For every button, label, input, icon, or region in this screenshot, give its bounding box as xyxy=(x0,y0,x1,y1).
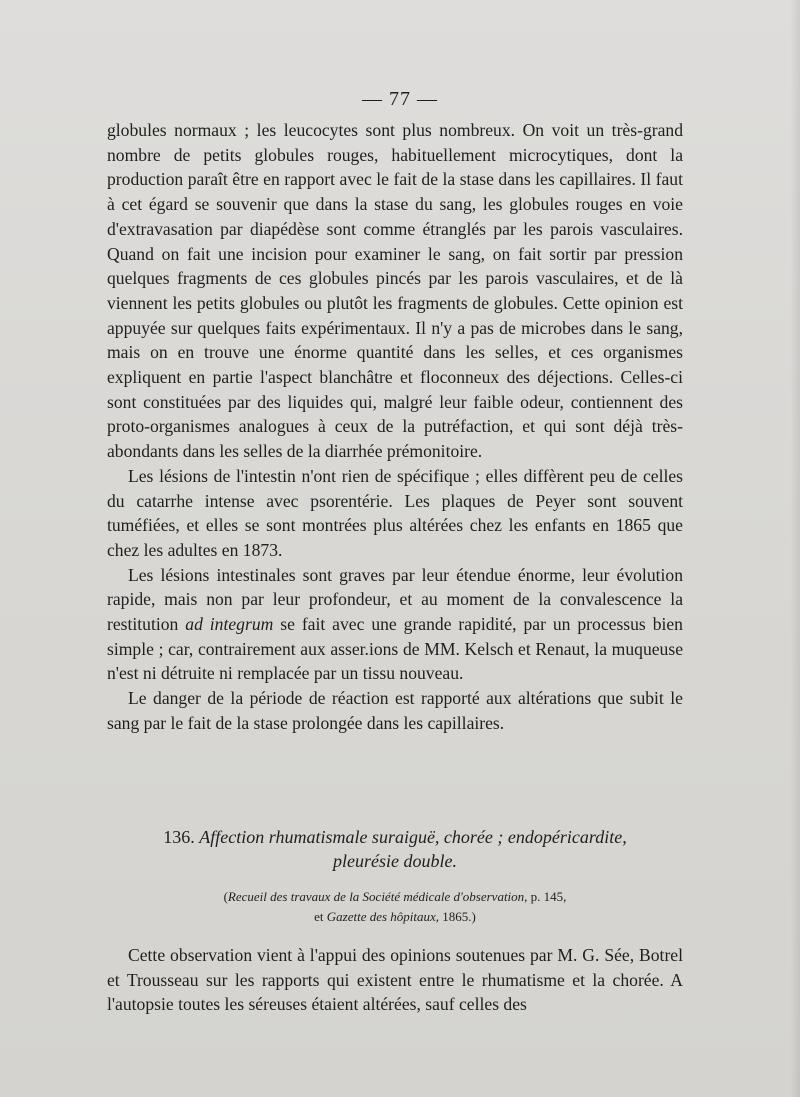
source-line1-prefix: ( xyxy=(223,889,228,904)
source-line2 xyxy=(107,907,683,927)
page-number: — 77 — xyxy=(362,88,438,110)
source-citation xyxy=(107,887,683,927)
source-line1-suffix: , p. 145, xyxy=(524,889,567,904)
source-line2-prefix: et xyxy=(314,909,324,924)
paragraph-lesion-severity-part2: se fait avec une grande rapidité, par un processus bien simple ; car, contrairement aux asser.ions de MM. Kelsch et Renaut, la muqueuse n'est ni détruite ni remplacée par un tissu nouveau. xyxy=(107,614,683,684)
section-title-line2: pleurésie double. xyxy=(333,851,457,871)
source-title-recueil: Recueil des travaux de la Société médicale d'observation xyxy=(227,889,525,904)
section-heading-line1 xyxy=(107,825,683,849)
paragraph-reaction-danger: Le danger de la période de réaction est rapporté aux altérations que subit le sang par le fait de la stase prolongée dans les capillaires. xyxy=(107,688,683,733)
main-text-bottom xyxy=(107,943,683,1017)
main-text-top xyxy=(107,118,683,736)
paragraph-observation: Cette observation vient à l'appui des opinions soutenues par M. G. Sée, Botrel et Trousseau sur les rapports qui existent entre le rhumatisme et la chorée. A l'autopsie toutes les séreuses étaient altérées, sauf celles des xyxy=(107,945,683,1015)
source-line2-suffix: , 1865.) xyxy=(435,909,476,924)
paragraph-intestinal-lesions: Les lésions de l'intestin n'ont rien de spécifique ; elles diffèrent peu de celles du catarrhe intense avec psorentérie. Les plaques de Peyer sont souvent tuméfiées, et elles se sont montrées plus altérées chez les enfants en 1865 que chez les adultes en 1873. xyxy=(107,465,683,560)
page-edge-shadow xyxy=(790,0,800,1097)
paragraph-blood-findings: globules normaux ; les leucocytes sont plus nombreux. On voit un très-grand nombre de petits globules rouges, habituellement microcytiques, dont la production paraît être en rapport avec le fait de la stase dans les capillaires. Il faut à cet égard se souvenir que dans la stase du sang, les globules rouges en voie d'extravasation par diapédèse sont comme étranglés par les parois vasculaires. Quand on fait une incision pour examiner le sang, on fait sortir par pression quelques fragments de ces globules pincés par les parois vasculaires, et de là viennent les petits globules ou plutôt les fragments de globules. Cette opinion est appuyée sur quelques faits expérimentaux. Il n'y a pas de microbes dans le sang, mais on en trouve une énorme quantité dans les selles, et ces organismes expliquent en partie l'aspect blanchâtre et floconneux des déjections. Celles-ci sont constituées par des liquides qui, malgré leur faible odeur, contiennent des proto-organismes analogues à ceux de la putréfaction, et qui sont déjà très-abondants dans les selles de la diarrhée prémonitoire. xyxy=(107,120,683,462)
source-line1 xyxy=(107,887,683,907)
section-title-line1: Affection rhumatismale suraiguë, chorée ; endopéricardite, xyxy=(199,827,627,847)
paragraph-lesion-severity xyxy=(107,563,683,687)
section-heading xyxy=(107,825,683,873)
source-title-gazette: Gazette des hôpitaux xyxy=(326,909,436,924)
section-number: 136. xyxy=(163,827,195,847)
paragraph-lesion-severity-part1: Les lésions intestinales sont graves par leur étendue énorme, leur évolution rapide, mais non par leur profondeur, et au moment de la convalescence la restitution xyxy=(107,564,683,635)
latin-phrase: ad integrum xyxy=(185,614,274,635)
